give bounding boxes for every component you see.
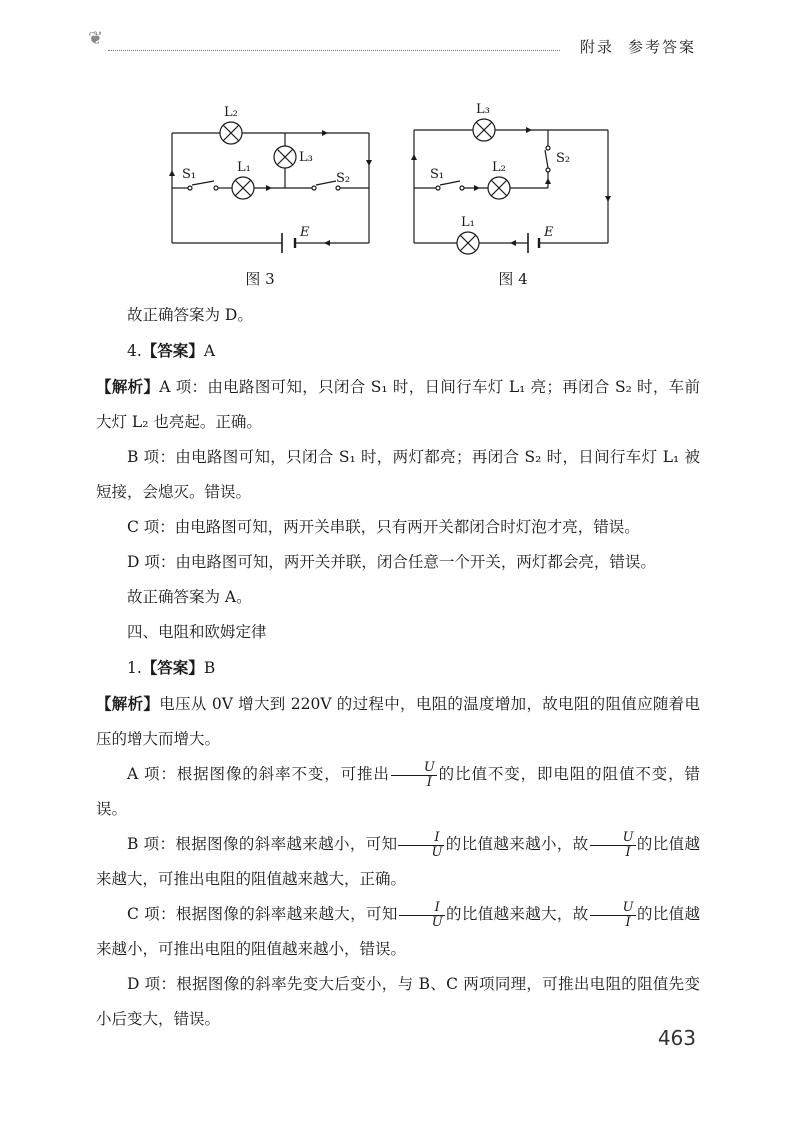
analysis-1-a: [96, 757, 700, 827]
figure-4-caption: 图 4: [498, 270, 528, 288]
answer-4-label: 【答案】: [141, 341, 204, 360]
label-s2: S₂: [336, 171, 351, 186]
lamp-l3-icon: [274, 146, 296, 168]
analysis-4-a-text: A 项：由电路图可知，只闭合 S₁ 时，日间行车灯 L₁ 亮；再闭合 S₂ 时，车前大灯 L₂ 也亮起。正确。: [96, 378, 700, 431]
figure-4: [398, 88, 628, 288]
label-s2: S₂: [556, 151, 571, 166]
analysis-1-intro: [96, 686, 700, 757]
label-s1: S₁: [430, 167, 445, 182]
header-rule: [108, 50, 560, 51]
fraction-u-over-i: [590, 901, 636, 930]
analysis-4-b: B 项：由电路图可知，只闭合 S₁ 时，两灯都亮；再闭合 S₂ 时，日间行车灯 L₁ 被短接，会熄灭。错误。: [96, 448, 700, 501]
fraction-denominator: U: [431, 914, 443, 930]
lamp-l2-icon: [488, 177, 510, 199]
analysis-1-d: D 项：根据图像的斜率先变大后变小，与 B、C 两项同理，可推出电阻的阻值先变小后变大，错误。: [96, 975, 700, 1028]
answer-4-num: 4.: [127, 342, 142, 360]
analysis-4-c: C 项：由电路图可知，两开关串联，只有两开关都闭合时灯泡才亮，错误。: [127, 518, 640, 536]
fraction-numerator: U: [590, 831, 636, 846]
analysis-1-label: 【解析】: [96, 694, 160, 713]
fraction-denominator: I: [625, 914, 631, 930]
fraction-i-over-u: [399, 901, 445, 930]
header-chapter: 附录: [579, 38, 614, 56]
analysis-1-c-mid: 的比值越来越大，故: [445, 905, 589, 923]
current-arrow-icons: [411, 127, 611, 246]
label-s1: S₁: [182, 167, 197, 182]
answer-1: [96, 650, 700, 686]
analysis-1-b-post: 的比值越来越大，可推出电阻的阻值越来越大，正确。: [96, 835, 700, 888]
figure-3-caption: 图 3: [245, 270, 275, 288]
analysis-1-b-pre: B 项：根据图像的斜率越来越小，可知: [127, 835, 398, 853]
circuit-diagram-3: [140, 88, 380, 263]
circuit-diagram-4: [398, 88, 628, 263]
label-e: E: [300, 225, 310, 240]
answer-conclusion-3: 故正确答案为 D。: [127, 306, 253, 324]
analysis-4-a: [96, 369, 700, 440]
header-title: [580, 36, 696, 57]
lamp-l2-icon: [220, 122, 242, 144]
fraction-numerator: I: [398, 831, 444, 846]
label-l1: L₁: [237, 160, 251, 175]
analysis-1-a-pre: A 项：根据图像的斜率不变，可推出: [127, 765, 390, 783]
fraction-denominator: I: [426, 774, 432, 790]
fraction-denominator: I: [625, 844, 631, 860]
fraction-numerator: U: [391, 761, 437, 776]
answer-1-num: 1.: [127, 659, 142, 677]
analysis-1-intro-text: 电压从 0V 增大到 220V 的过程中，电阻的温度增加，故电阻的阻值应随着电压的增大而增大。: [96, 695, 700, 748]
analysis-1-c-post: 的比值越来越小，可推出电阻的阻值越来越小，错误。: [96, 905, 700, 958]
answer-conclusion-4: 故正确答案为 A。: [127, 588, 252, 606]
label-l1: L₁: [461, 215, 475, 230]
fraction-u-over-i: [391, 761, 437, 790]
label-l2: L₂: [224, 105, 238, 120]
analysis-1-b: [96, 827, 700, 897]
label-e: E: [544, 225, 554, 240]
answer-4-value: A: [203, 342, 216, 360]
page-number: 463: [657, 1026, 696, 1050]
analysis-4-d: D 项：由电路图可知，两开关并联，闭合任意一个开关，两灯都会亮，错误。: [127, 553, 656, 571]
answer-4: [96, 333, 700, 369]
analysis-4-label: 【解析】: [96, 377, 160, 396]
answer-1-value: B: [203, 659, 216, 677]
page-header: [88, 28, 700, 58]
label-l3: L₃: [476, 102, 490, 117]
figure-3: [140, 88, 380, 288]
body-text: [96, 298, 700, 1037]
fraction-i-over-u: [398, 831, 444, 860]
lamp-l1-icon: [457, 232, 479, 254]
lamp-l3-icon: [473, 119, 495, 141]
ornament-icon: ❦: [88, 28, 104, 49]
circuit-figures: [140, 88, 640, 298]
fraction-numerator: U: [590, 901, 636, 916]
analysis-1-b-mid: 的比值越来越小，故: [445, 835, 589, 853]
answer-1-label: 【答案】: [141, 658, 204, 677]
header-section: 参考答案: [627, 38, 696, 56]
fraction-u-over-i: [590, 831, 636, 860]
analysis-1-a-post: 的比值不变，即电阻的阻值不变，错误。: [96, 765, 700, 818]
fraction-denominator: U: [431, 844, 443, 860]
analysis-1-c: [96, 897, 700, 967]
label-l3: L₃: [299, 150, 313, 165]
fraction-numerator: I: [399, 901, 445, 916]
lamp-l1-icon: [232, 177, 254, 199]
section-title: 四、电阻和欧姆定律: [127, 623, 267, 641]
analysis-1-c-pre: C 项：根据图像的斜率越来越大，可知: [127, 905, 398, 923]
label-l2: L₂: [492, 160, 506, 175]
